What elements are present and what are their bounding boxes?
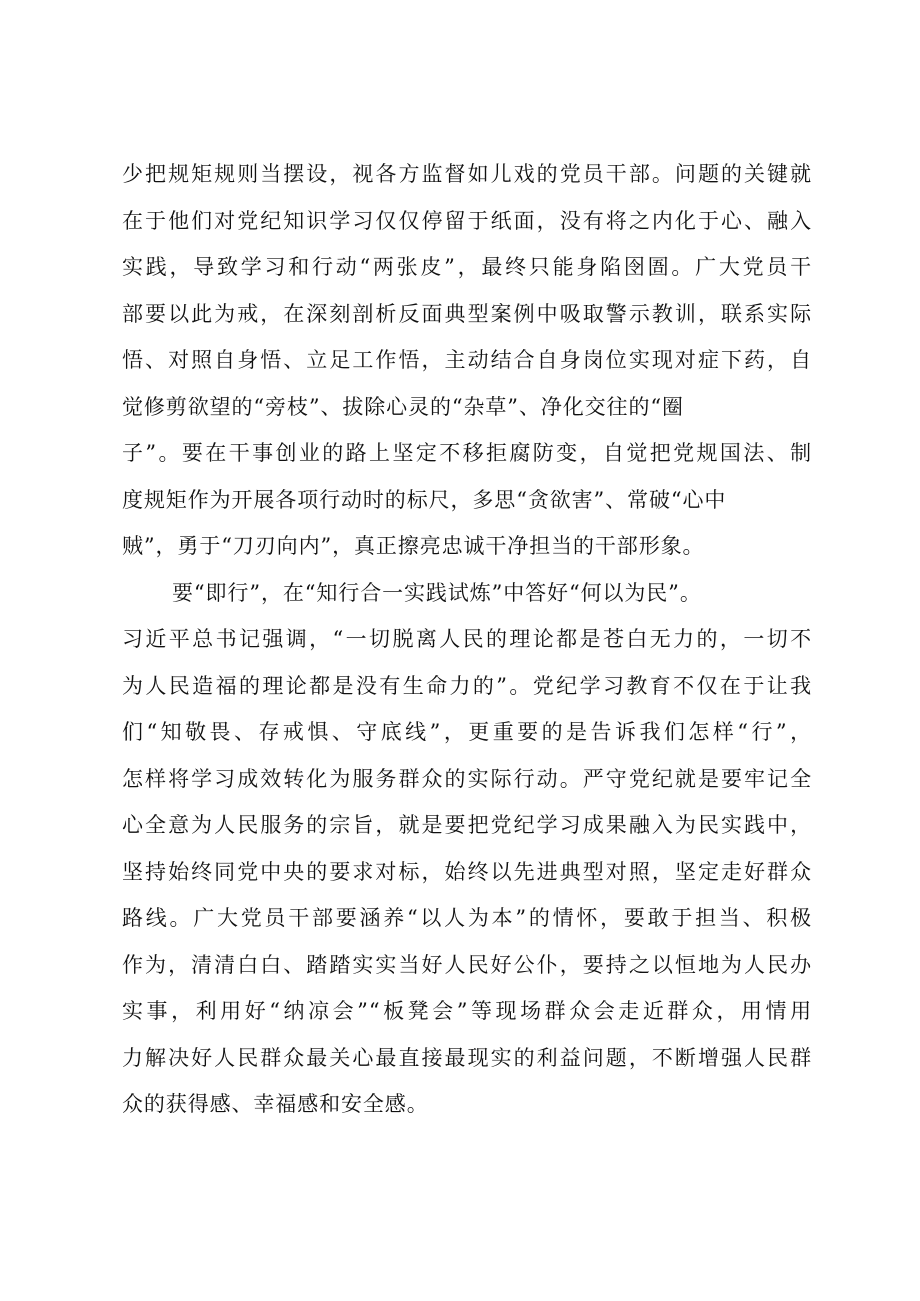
- paragraph-1-line-2: 在于他们对党纪知识学习仅仅停留于纸面，没有将之内化于心、融入: [122, 208, 812, 233]
- paragraph-2-line-10: 实事，利用好“纳凉会”“板凳会”等现场群众会走近群众，用情用: [122, 999, 812, 1023]
- paragraph-1-line-7: 子”。要在干事创业的路上坚定不移拒腐防变，自觉把党规国法、制: [122, 441, 812, 465]
- paragraph-2-line-5: 怎样将学习成效转化为服务群众的实际行动。严守党纪就是要牢记全: [122, 766, 812, 791]
- paragraph-1-line-6: 觉修剪欲望的“旁枝”、拔除心灵的“杂草”、净化交往的“圈: [122, 394, 684, 419]
- paragraph-2-line-11: 力解决好人民群众最关心最直接最现实的利益问题，不断增强人民群: [122, 1045, 812, 1070]
- paragraph-2-line-3: 为人民造福的理论都是没有生命力的”。党纪学习教育不仅在于让我: [122, 673, 812, 698]
- paragraph-1-line-1: 少把规矩规则当摆设，视各方监督如儿戏的党员干部。问题的关键就: [122, 162, 812, 186]
- paragraph-2-line-7: 坚持始终同党中央的要求对标，始终以先进典型对照，坚定走好群众: [122, 859, 812, 884]
- paragraph-1-line-3: 实践，导致学习和行动“两张皮”，最终只能身陷囹圄。广大党员干: [122, 255, 812, 279]
- paragraph-2-line-2: 习近平总书记强调，“一切脱离人民的理论都是苍白无力的，一切不: [122, 627, 812, 651]
- paragraph-2-line-1: 要“即行”，在“知行合一实践试炼”中答好“何以为民”。: [172, 580, 702, 605]
- paragraph-1-line-9: 贼”，勇于“刀刃向内”，真正擦亮忠诚干净担当的干部形象。: [122, 534, 705, 558]
- paragraph-1-line-5: 悟、对照自身悟、立足工作悟，主动结合自身岗位实现对症下药，自: [122, 348, 812, 372]
- paragraph-2-line-6: 心全意为人民服务的宗旨，就是要把党纪学习成果融入为民实践中，: [122, 813, 812, 837]
- paragraph-1-line-4: 部要以此为戒，在深刻剖析反面典型案例中吸取警示教训，联系实际: [122, 301, 812, 326]
- paragraph-2-line-8: 路线。广大党员干部要涵养“以人为本”的情怀，要敢于担当、积极: [122, 906, 812, 930]
- body-text: [122, 151, 812, 1128]
- paragraph-2-line-12: 众的获得感、幸福感和安全感。: [122, 1092, 429, 1116]
- paragraph-2-line-4: 们“知敬畏、存戒惧、守底线”，更重要的是告诉我们怎样“行”，: [122, 720, 812, 744]
- paragraph-1-line-8: 度规矩作为开展各项行动时的标尺，多思“贪欲害”、常破“心中: [122, 487, 727, 512]
- paragraph-2-line-9: 作为，清清白白、踏踏实实当好人民好公仆，要持之以恒地为人民办: [122, 952, 812, 977]
